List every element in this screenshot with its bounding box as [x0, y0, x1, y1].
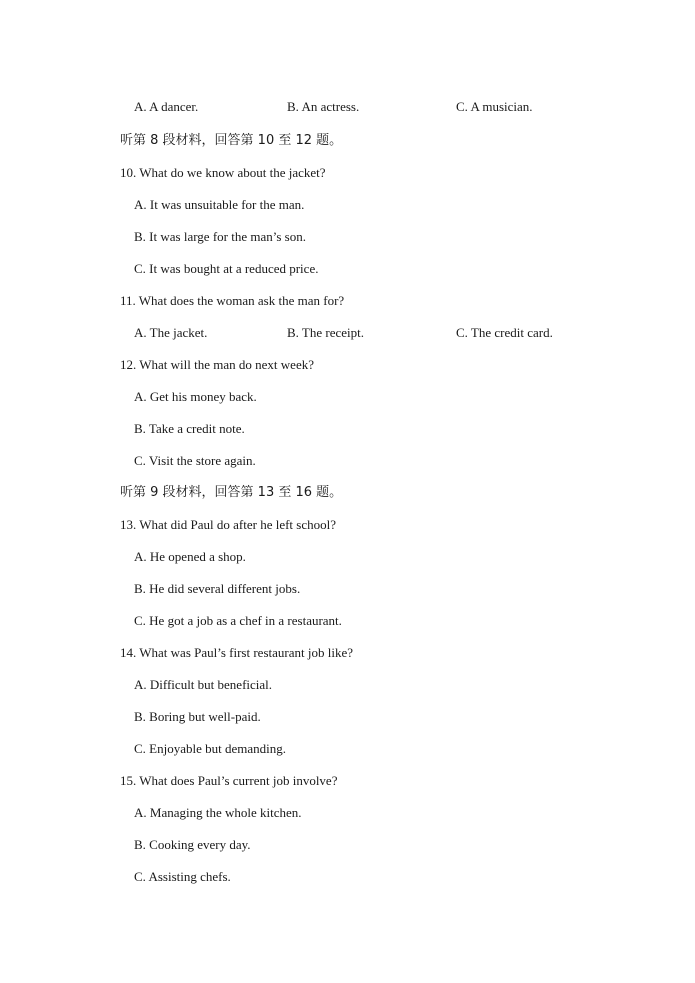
q12-question: 12. What will the man do next week?: [120, 357, 314, 372]
q13-option-c[interactable]: C. He got a job as a chef in a restaurant.: [134, 613, 342, 628]
q11-option-c[interactable]: C. The credit card.: [456, 325, 553, 340]
q12-option-a[interactable]: A. Get his money back.: [134, 389, 257, 404]
q11-option-b[interactable]: B. The receipt.: [287, 325, 365, 340]
q9-option-c[interactable]: C. A musician.: [456, 99, 533, 114]
q11-question: 11. What does the woman ask the man for?: [120, 293, 345, 308]
q12-option-c[interactable]: C. Visit the store again.: [134, 453, 256, 468]
q10-question: 10. What do we know about the jacket?: [120, 165, 326, 180]
q14-option-c[interactable]: C. Enjoyable but demanding.: [134, 741, 287, 756]
q9-option-b[interactable]: B. An actress.: [287, 99, 360, 114]
q15-option-a[interactable]: A. Managing the whole kitchen.: [134, 805, 302, 820]
q13-question: 13. What did Paul do after he left school?: [120, 517, 337, 532]
q9-option-a[interactable]: A. A dancer.: [134, 99, 199, 114]
section-9-heading: 听第 9 段材料，回答第 13 至 16 题。: [120, 485, 343, 500]
q13-option-b[interactable]: B. He did several different jobs.: [134, 581, 301, 596]
q11-options-row: [134, 323, 654, 343]
q12-option-b[interactable]: B. Take a credit note.: [134, 421, 245, 436]
q10-option-a[interactable]: A. It was unsuitable for the man.: [134, 197, 305, 212]
q14-question: 14. What was Paul’s first restaurant job like?: [120, 645, 353, 660]
q10-option-c[interactable]: C. It was bought at a reduced price.: [134, 261, 319, 276]
q15-option-b[interactable]: B. Cooking every day.: [134, 837, 251, 852]
section-8-heading: 听第 8 段材料，回答第 10 至 12 题。: [120, 133, 343, 148]
q11-option-a[interactable]: A. The jacket.: [134, 325, 208, 340]
q13-option-a[interactable]: A. He opened a shop.: [134, 549, 246, 564]
q15-question: 15. What does Paul’s current job involve?: [120, 773, 338, 788]
q14-option-b[interactable]: B. Boring but well-paid.: [134, 709, 261, 724]
q14-option-a[interactable]: A. Difficult but beneficial.: [134, 677, 273, 692]
q9-options-row: [134, 97, 654, 117]
q10-option-b[interactable]: B. It was large for the man’s son.: [134, 229, 306, 244]
q15-option-c[interactable]: C. Assisting chefs.: [134, 869, 231, 884]
